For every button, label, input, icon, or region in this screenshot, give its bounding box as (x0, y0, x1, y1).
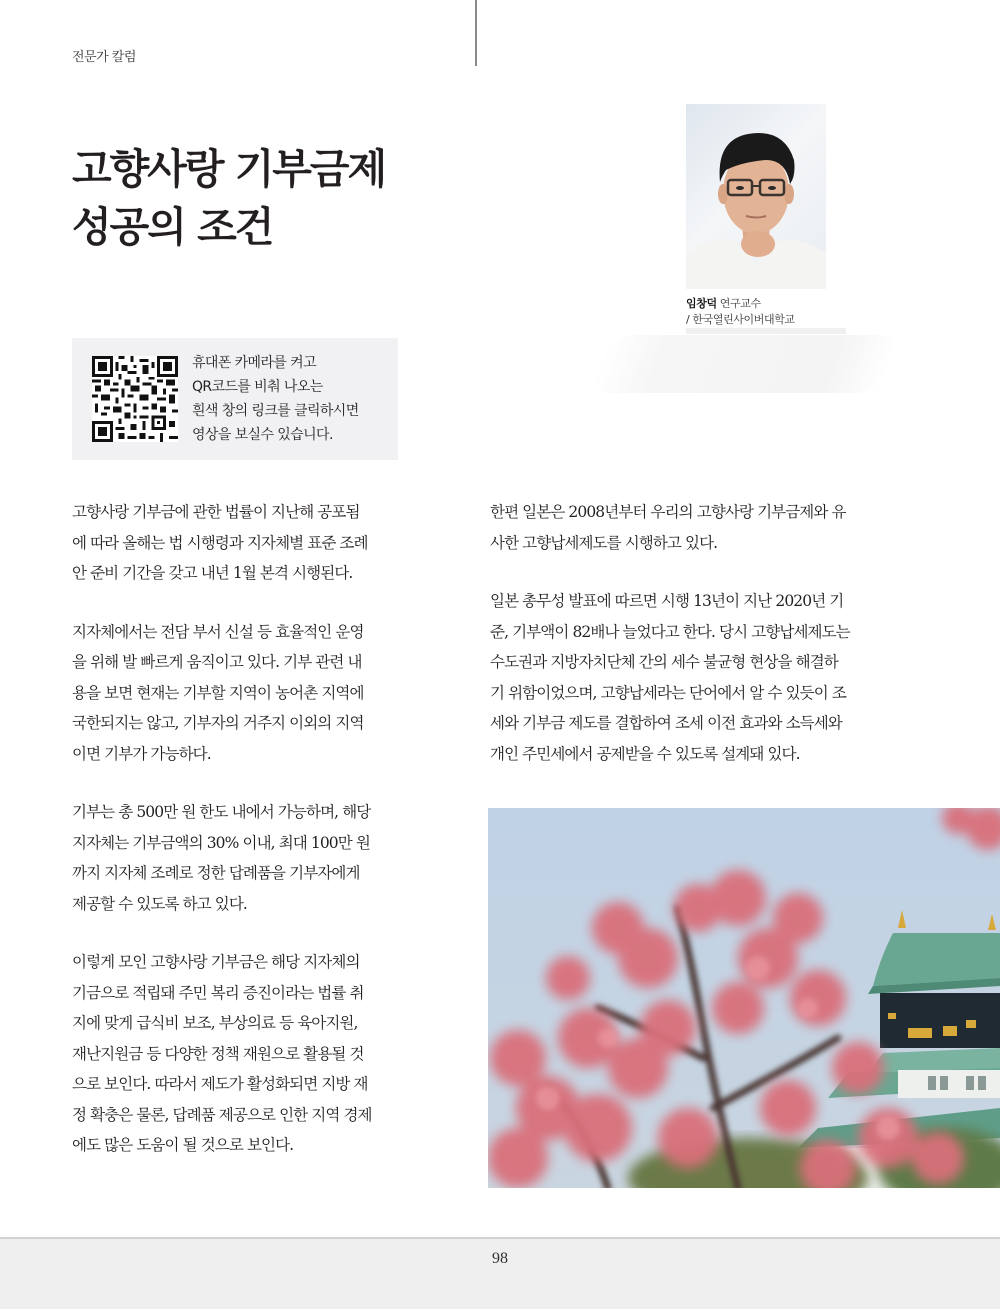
text-line: 에 따라 올해는 법 시행령과 지자체별 표준 조례 (72, 533, 368, 552)
body-right-column (490, 497, 890, 797)
text-line: 국한되지는 않고, 기부자의 거주지 이외의 지역 (72, 714, 364, 732)
paragraph (72, 947, 402, 1161)
text-line: 개인 주민세에서 공제받을 수 있도록 설계돼 있다. (490, 744, 800, 763)
text-line: 제공할 수 있도록 하고 있다. (72, 894, 247, 913)
text-line: 안 준비 기간을 갖고 내년 1월 본격 시행된다. (72, 564, 353, 582)
author-portrait (686, 104, 826, 289)
text-line: 으로 보인다. 따라서 제도가 활성화되면 지방 재 (72, 1075, 368, 1093)
qr-line-3: 흰색 창의 링크를 클릭하시면 (192, 403, 359, 419)
text-line: 사한 고향납세제도를 시행하고 있다. (490, 533, 718, 552)
top-divider (475, 0, 477, 66)
author-position: 연구교수 (719, 297, 761, 310)
paragraph (72, 797, 402, 919)
author-affiliation: / 한국열린사이버대학교 (686, 313, 795, 326)
text-line: 정 확충은 물론, 답례품 제공으로 인한 지역 경제 (72, 1105, 372, 1124)
paragraph (490, 586, 890, 769)
paragraph (72, 497, 402, 589)
page-footer (0, 1237, 1000, 1309)
page-number: 98 (492, 1250, 508, 1267)
qr-line-2: QR코드를 비춰 나오는 (192, 379, 323, 395)
text-line: 에도 많은 도움이 될 것으로 보인다. (72, 1136, 294, 1154)
text-line: 이렇게 모인 고향사랑 기부금은 해당 지자체의 (72, 953, 360, 971)
text-line: 기 위함이었으며, 고향납세라는 단어에서 알 수 있듯이 조 (490, 683, 846, 702)
text-line: 기금으로 적립돼 주민 복리 증진이라는 법률 취 (72, 983, 364, 1002)
text-line: 고향사랑 기부금에 관한 법률이 지난해 공포됨 (72, 503, 360, 521)
paragraph (72, 617, 402, 770)
castle-blossom-photo (488, 808, 1000, 1188)
paragraph (490, 497, 890, 558)
text-line: 기부는 총 500만 원 한도 내에서 가능하며, 해당 (72, 803, 371, 821)
text-line: 수도권과 지방자치단체 간의 세수 불균형 현상을 해결하 (490, 653, 838, 671)
text-line: 지에 맞게 급식비 보조, 부상의료 등 육아지원, (72, 1014, 358, 1032)
text-line: 세와 기부금 제도를 결합하여 조세 이전 효과와 소득세와 (490, 714, 842, 732)
text-line: 까지 지자체 조례로 정한 답례품을 기부자에게 (72, 864, 360, 882)
text-line: 용을 보면 현재는 기부할 지역이 농어촌 지역에 (72, 683, 364, 702)
author-info (686, 296, 795, 328)
text-line: 지자체에서는 전담 부서 신설 등 효율적인 운영 (72, 622, 364, 641)
author-name: 임창덕 (686, 297, 717, 310)
section-label: 전문가 칼럼 (72, 50, 136, 65)
qr-notice-box (72, 338, 398, 460)
text-line: 재난지원금 등 다양한 정책 재원으로 활용될 것 (72, 1044, 364, 1063)
body-left-column (72, 497, 402, 1189)
text-line: 한편 일본은 2008년부터 우리의 고향사랑 기부금제와 유 (490, 503, 846, 521)
title-line-1: 고향사랑 기부금제 (72, 145, 386, 193)
article-title (72, 140, 385, 256)
qr-line-1: 휴대폰 카메라를 켜고 (192, 355, 317, 371)
qr-code-icon[interactable] (92, 356, 178, 442)
qr-instructions (192, 351, 359, 447)
text-line: 이면 기부가 가능하다. (72, 744, 211, 763)
author-extra-line (686, 328, 846, 334)
text-line: 지자체는 기부금액의 30% 이내, 최대 100만 원 (72, 833, 370, 852)
text-line: 을 위해 발 빠르게 움직이고 있다. 기부 관련 내 (72, 653, 362, 671)
decorative-smudge (589, 335, 900, 393)
qr-line-4: 영상을 보실수 있습니다. (192, 427, 333, 443)
text-line: 준, 기부액이 82배나 늘었다고 한다. 당시 고향납세제도는 (490, 622, 850, 641)
title-line-2: 성공의 조건 (72, 203, 273, 251)
text-line: 일본 총무성 발표에 따르면 시행 13년이 지난 2020년 기 (490, 592, 844, 610)
